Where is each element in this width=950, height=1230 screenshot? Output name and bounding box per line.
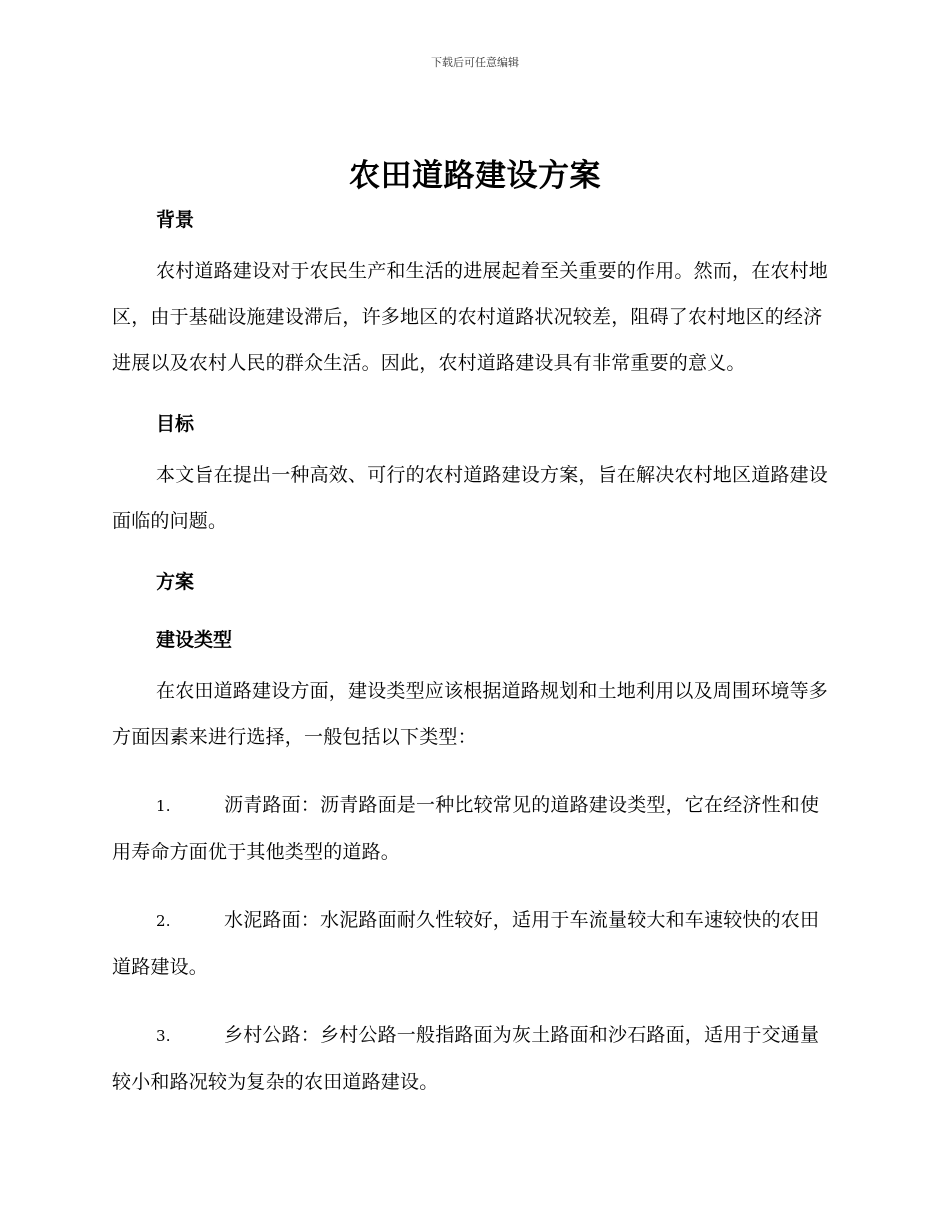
list-item	[112, 782, 834, 875]
list-number: 1.	[156, 797, 171, 815]
document-body	[112, 204, 834, 1105]
heading-plan: 方案	[156, 571, 195, 593]
heading-goal: 目标	[156, 413, 195, 435]
paragraph-background: 农村道路建设对于农民生产和生活的进展起着至关重要的作用。然而，在农村地区，由于基础设施建设滞后，许多地区的农村道路状况较差，阻碍了农村地区的经济进展以及农村人民的群众生活。因此，农村道路建设具有非常重要的意义。	[112, 260, 829, 374]
heading-background: 背景	[156, 209, 195, 231]
list-item-text: 水泥路面：水泥路面耐久性较好，适用于车流量较大和车速较快的农田道路建设。	[112, 909, 820, 978]
heading-construction-type: 建设类型	[156, 629, 233, 651]
list-item-text: 沥青路面：沥青路面是一种比较常见的道路建设类型，它在经济性和使用寿命方面优于其他类型的道路。	[112, 794, 820, 863]
page-title: 农田道路建设方案	[349, 158, 601, 194]
list-number: 2.	[156, 912, 171, 930]
paragraph-construction-type: 在农田道路建设方面，建设类型应该根据道路规划和土地利用以及周围环境等多方面因素来进行选择，一般包括以下类型：	[112, 680, 829, 748]
list-item	[112, 897, 834, 990]
header-note: 下载后可任意编辑	[431, 56, 519, 69]
list-item-text: 乡村公路：乡村公路一般指路面为灰土路面和沙石路面，适用于交通量较小和路况较为复杂的农田道路建设。	[112, 1024, 820, 1093]
paragraph-goal: 本文旨在提出一种高效、可行的农村道路建设方案，旨在解决农村地区道路建设面临的问题。	[112, 464, 829, 532]
list-item	[112, 1012, 834, 1105]
list-number: 3.	[156, 1027, 171, 1045]
